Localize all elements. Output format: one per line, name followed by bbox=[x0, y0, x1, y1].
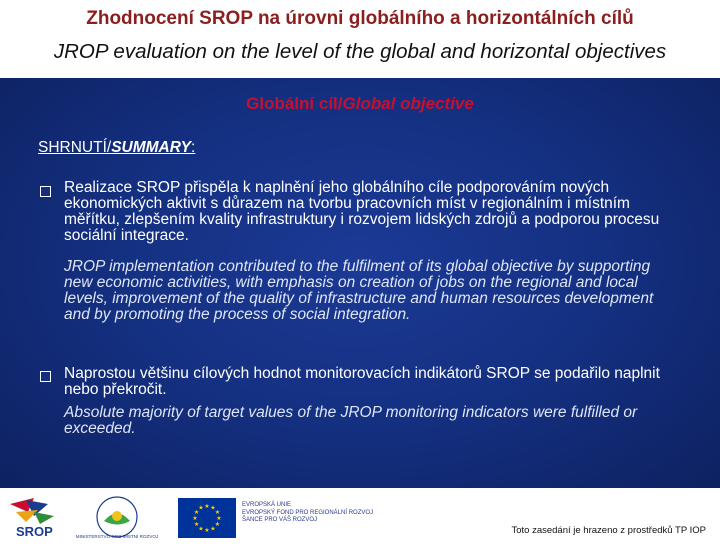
svg-text:★: ★ bbox=[210, 525, 216, 533]
srop-logo-text: SROP bbox=[16, 524, 53, 539]
eu-flag-icon bbox=[178, 498, 236, 538]
summary-colon: : bbox=[191, 139, 196, 156]
title-english: JROP evaluation on the level of the global and horizontal objectives bbox=[53, 40, 667, 63]
bullet-square-icon bbox=[40, 186, 51, 197]
svg-text:★: ★ bbox=[214, 509, 221, 516]
bullet-1-english: JROP implementation contributed to the fulfilment of its global objective by supporting new economic activities, with emphasis on creation of jobs on the regional and local levels, improvement of the quality of infrastructure and human resources development and by promoting the process of social integration. bbox=[64, 258, 654, 323]
svg-text:★: ★ bbox=[216, 515, 222, 522]
svg-text:★: ★ bbox=[198, 504, 204, 512]
svg-text:★: ★ bbox=[210, 504, 216, 512]
bullet-2-czech: Naprostou většinu cílových hodnot monitorovacích indikátorů SROP se podařilo naplnit nebo překročit. bbox=[64, 365, 660, 398]
header bbox=[0, 0, 720, 78]
title-czech: Zhodnocení SROP na úrovni globálního a horizontálních cílů bbox=[86, 8, 634, 29]
srop-logo bbox=[4, 494, 66, 540]
eu-text-line: ŠANCE PRO VÁŠ ROZVOJ bbox=[242, 517, 318, 523]
subtitle bbox=[0, 94, 720, 114]
svg-text:★: ★ bbox=[192, 515, 198, 522]
funding-note: Toto zasedání je hrazeno z prostředků TP IOP bbox=[511, 525, 706, 536]
ministry-emblem-icon bbox=[75, 492, 159, 540]
svg-text:★: ★ bbox=[198, 525, 204, 533]
summary-heading bbox=[38, 139, 195, 157]
ministry-logo bbox=[75, 492, 159, 540]
eu-text bbox=[242, 502, 373, 525]
svg-text:★: ★ bbox=[214, 521, 221, 528]
svg-text:★: ★ bbox=[204, 503, 210, 510]
srop-emblem-icon bbox=[4, 494, 66, 540]
subtitle-czech: Globální cíl/ bbox=[246, 94, 343, 113]
subtitle-english: Global objective bbox=[342, 94, 474, 113]
summary-english: SUMMARY bbox=[111, 139, 192, 156]
svg-text:★: ★ bbox=[204, 527, 210, 534]
summary-czech: SHRNUTÍ/ bbox=[38, 139, 112, 156]
bullet-2-english: Absolute majority of target values of the JROP monitoring indicators were fulfilled or exceeded. bbox=[64, 404, 638, 437]
eu-text-line: EVROPSKÝ FOND PRO REGIONÁLNÍ ROZVOJ bbox=[242, 509, 374, 516]
eu-logo bbox=[178, 498, 374, 538]
ministry-logo-text: MINISTERSTVO PRO MÍSTNÍ ROZVOJ bbox=[75, 534, 159, 539]
eu-stars-icon bbox=[178, 498, 236, 538]
bullet-square-icon bbox=[40, 371, 51, 382]
footer bbox=[0, 488, 720, 540]
content-panel bbox=[0, 78, 720, 488]
bullet-1-czech: Realizace SROP přispěla k naplnění jeho globálního cíle podporováním nových ekonomických aktivit s důrazem na tvorbu pracovních míst v regionálním i místním měřítku, zlepšením kvality infrastruktury i rozvojem lidských zdrojů a podporou procesu sociální integrace. bbox=[64, 179, 660, 244]
eu-text-line: EVROPSKÁ UNIE bbox=[242, 502, 292, 508]
svg-text:★: ★ bbox=[193, 509, 200, 516]
svg-text:★: ★ bbox=[193, 521, 200, 528]
